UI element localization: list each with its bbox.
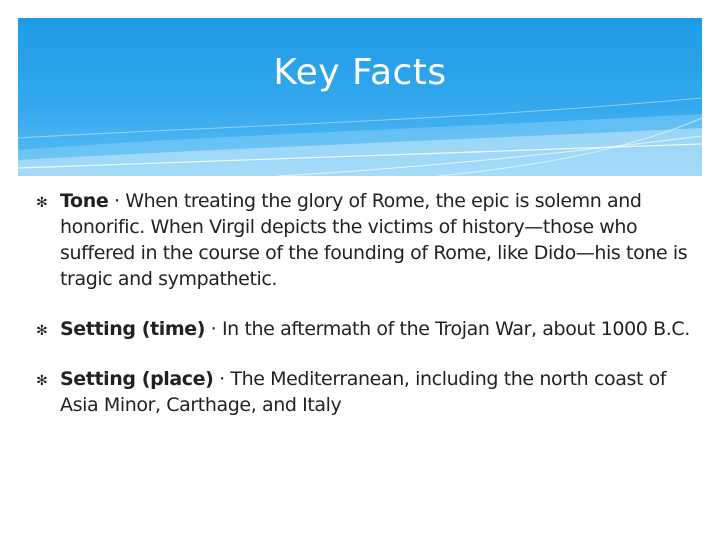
bullet-separator: · [213, 368, 231, 390]
asterisk-bullet-icon: ✻ [36, 195, 48, 211]
asterisk-bullet-icon: ✻ [36, 373, 48, 389]
bullet-text: In the aftermath of the Trojan War, about 1000 B.C. [221, 318, 690, 340]
bullet-item-setting-place [36, 366, 696, 418]
asterisk-bullet-icon: ✻ [36, 323, 48, 339]
bullet-list [36, 188, 696, 418]
slide-title: Key Facts [273, 52, 447, 93]
bullet-item-setting-time [36, 316, 696, 342]
header-wave-decoration [18, 18, 702, 176]
bullet-separator: · [108, 190, 126, 212]
header-band [18, 18, 702, 176]
bullet-item-tone [36, 188, 696, 292]
bullet-text: The Mediterranean, including the north coast of Asia Minor, Carthage, and Italy [60, 368, 667, 416]
bullet-term: Setting (time) [60, 318, 206, 340]
bullet-separator: · [205, 318, 222, 340]
bullet-term: Tone [60, 190, 109, 212]
bullet-text: When treating the glory of Rome, the epic is solemn and honorific. When Virgil depicts the victims of history—those who suffered in the course of the founding of Rome, like Dido—his tone is tragic and sympathetic. [60, 190, 688, 290]
bullet-term: Setting (place) [60, 368, 214, 390]
